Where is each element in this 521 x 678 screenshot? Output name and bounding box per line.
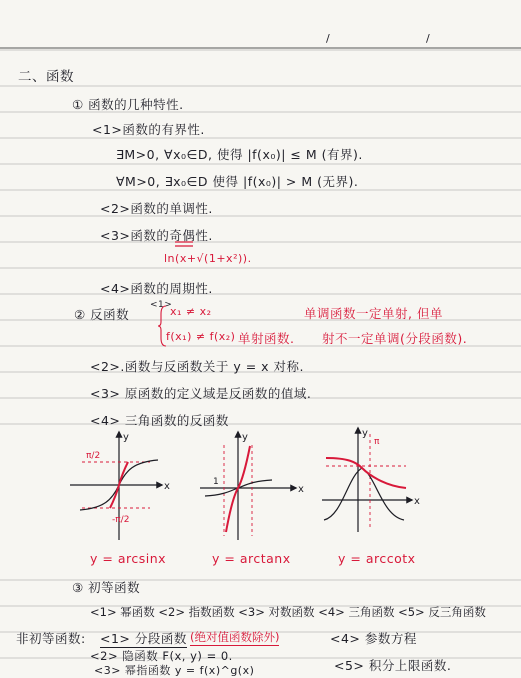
- s2-sup: <1>: [150, 300, 173, 310]
- s2-point4: <4> 三角函数的反函数: [90, 413, 229, 428]
- nonelem-parametric: <4> 参数方程: [330, 631, 417, 646]
- cond-top: x₁ ≠ x₂: [170, 305, 212, 318]
- s2-point3: <3> 原函数的定义域是反函数的值域.: [90, 386, 312, 401]
- cond-bottom: f(x₁) ≠ f(x₂): [166, 330, 236, 343]
- arccot-y-label: y: [362, 428, 368, 439]
- periodic-label: <4>函数的周期性.: [100, 281, 213, 296]
- arccot-reference-curve: [324, 468, 404, 520]
- elementary-functions: <1> 幂函数 <2> 指数函数 <3> 对数函数 <4> 三角函数 <5> 反三角函数: [90, 605, 486, 619]
- arcsin-top-label: π/2: [86, 451, 101, 461]
- arcsin-y-label: y: [123, 432, 129, 443]
- arccot-pi-label: π: [374, 437, 380, 447]
- s2-heading: ② 反函数: [74, 307, 130, 322]
- inverse-note-line2: 射不一定单调(分段函数).: [322, 331, 468, 346]
- s1-heading: ① 函数的几种特性.: [72, 97, 184, 112]
- arccot-graph: [322, 428, 412, 532]
- implicit-function: <2> 隐函数 F(x, y) = 0.: [90, 649, 233, 663]
- nonelem-label: 非初等函数:: [16, 631, 86, 646]
- parity-label: <3>函数的奇偶性.: [100, 228, 213, 243]
- arccot-curve: [326, 458, 406, 488]
- bounded-line1: ∃M>0, ∀x₀∈D, 使得 |f(x₀)| ≤ M (有界).: [116, 147, 363, 162]
- caption-arctan: y = arctanx: [212, 551, 291, 566]
- arcsin-x-label: x: [164, 481, 170, 492]
- bounded-label: <1>函数的有界性.: [92, 122, 205, 137]
- monotone-label: <2>函数的单调性.: [100, 201, 213, 216]
- nonelem-abs-note: (绝对值函数除外): [190, 630, 280, 644]
- caption-arccot: y = arccotx: [338, 551, 416, 566]
- s2-point2: <2>.函数与反函数关于 y = x 对称.: [90, 359, 305, 374]
- integral-upper-limit: <5> 积分上限函数.: [334, 658, 452, 673]
- margin-tick-2: /: [426, 32, 431, 45]
- arccot-x-label: x: [414, 496, 420, 507]
- inverse-note-line1: 单调函数一定单射, 但单: [304, 306, 443, 321]
- s3-heading: ③ 初等函数: [72, 580, 141, 595]
- parity-emphasis-mark: [174, 240, 194, 248]
- margin-tick-1: /: [326, 32, 331, 45]
- injective-label: 单射函数.: [238, 331, 295, 346]
- caption-arcsin: y = arcsinx: [90, 551, 167, 566]
- arctan-x-label: x: [298, 484, 304, 495]
- section-title: 二、函数: [18, 69, 74, 85]
- power-exp-function: <3> 幂指函数 y = f(x)^g(x): [94, 664, 255, 677]
- arctan-y-label: y: [242, 432, 248, 443]
- parity-example: ln(x+√(1+x²)).: [164, 252, 252, 265]
- bounded-line2: ∀M>0, ∃x₀∈D 使得 |f(x₀)| > M (无界).: [116, 174, 359, 189]
- arcsin-bottom-label: -π/2: [112, 515, 130, 525]
- arctan-one-label: 1: [213, 477, 219, 487]
- nonelem-piecewise: <1> 分段函数: [100, 631, 187, 646]
